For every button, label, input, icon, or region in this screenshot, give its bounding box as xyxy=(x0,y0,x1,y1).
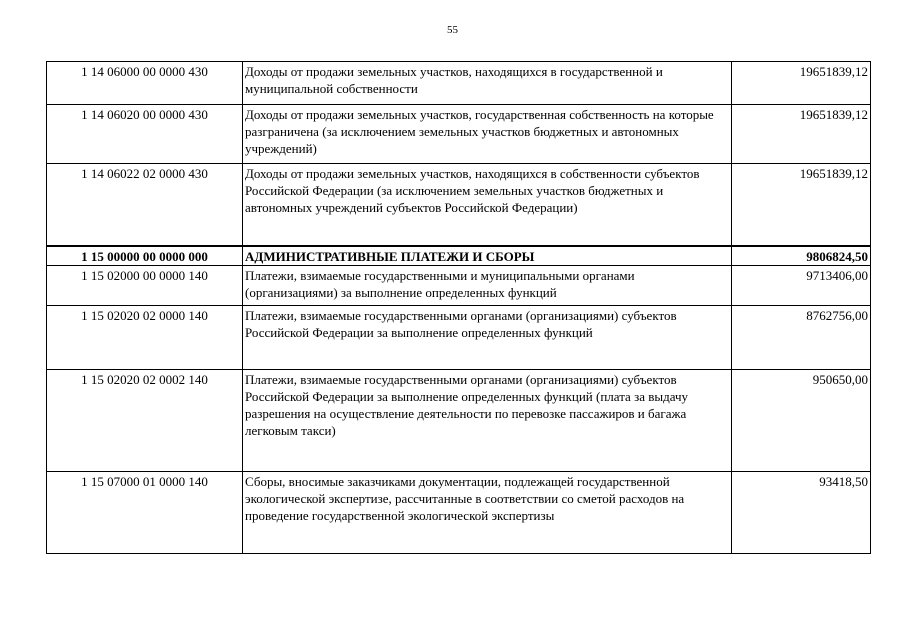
budget-code-cell: 1 15 02000 00 0000 140 xyxy=(47,265,243,305)
table-row xyxy=(47,62,871,105)
table-row xyxy=(47,471,871,553)
amount-cell: 8762756,00 xyxy=(732,305,871,369)
budget-code-cell: 1 14 06020 00 0000 430 xyxy=(47,105,243,164)
revenue-name-cell: АДМИНИСТРАТИВНЫЕ ПЛАТЕЖИ И СБОРЫ xyxy=(243,246,732,266)
amount-cell: 19651839,12 xyxy=(732,62,871,105)
revenue-name-cell: Платежи, взимаемые государственными органами (организациями) субъектов Российской Федерации за выполнение определенных функций xyxy=(243,305,732,369)
revenue-name-cell: Доходы от продажи земельных участков, государственная собственность на которые разграничена (за исключением земельных участков бюджетных и автономных учреждений) xyxy=(243,105,732,164)
budget-code-cell: 1 15 07000 01 0000 140 xyxy=(47,471,243,553)
revenue-name-cell: Платежи, взимаемые государственными органами (организациями) субъектов Российской Федерации за выполнение определенных функций (плата за выдачу разрешения на осуществление деятельности по перевозке пассажиров и багажа легковым такси) xyxy=(243,369,732,471)
revenue-name-cell: Платежи, взимаемые государственными и муниципальными органами (организациями) за выполнение определенных функций xyxy=(243,265,732,305)
table-row xyxy=(47,305,871,369)
table-row xyxy=(47,265,871,305)
table-row xyxy=(47,369,871,471)
budget-code-cell: 1 15 02020 02 0000 140 xyxy=(47,305,243,369)
amount-cell: 9713406,00 xyxy=(732,265,871,305)
amount-cell: 950650,00 xyxy=(732,369,871,471)
amount-cell: 9806824,50 xyxy=(732,246,871,266)
amount-cell: 93418,50 xyxy=(732,471,871,553)
amount-cell: 19651839,12 xyxy=(732,164,871,246)
page-number: 55 xyxy=(447,24,458,36)
table-row xyxy=(47,105,871,164)
table-row xyxy=(47,164,871,246)
revenue-name-cell: Сборы, вносимые заказчиками документации, подлежащей государственной экологической экспертизе, рассчитанные в соответствии со сметой расходов на проведение государственной экологической экспертизы xyxy=(243,471,732,553)
budget-revenue-table xyxy=(46,61,871,554)
budget-code-cell: 1 15 00000 00 0000 000 xyxy=(47,246,243,266)
budget-code-cell: 1 15 02020 02 0002 140 xyxy=(47,369,243,471)
amount-cell: 19651839,12 xyxy=(732,105,871,164)
budget-code-cell: 1 14 06000 00 0000 430 xyxy=(47,62,243,105)
revenue-name-cell: Доходы от продажи земельных участков, находящихся в собственности субъектов Российской Федерации (за исключением земельных участков бюджетных и автономных учреждений субъектов Российской Федерации) xyxy=(243,164,732,246)
revenue-name-cell: Доходы от продажи земельных участков, находящихся в государственной и муниципальной собственности xyxy=(243,62,732,105)
budget-code-cell: 1 14 06022 02 0000 430 xyxy=(47,164,243,246)
table-row-section-total xyxy=(47,246,871,266)
